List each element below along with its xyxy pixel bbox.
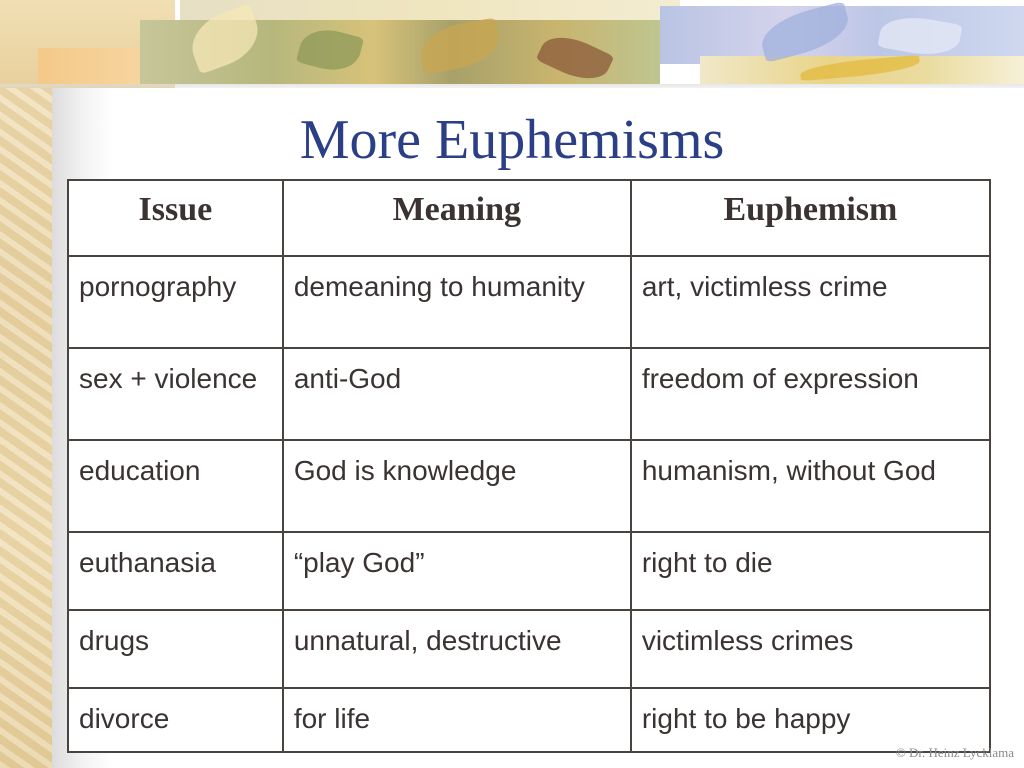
column-header-issue: Issue: [68, 180, 283, 256]
euphemism-cell: victimless crimes: [631, 610, 990, 688]
meaning-cell: anti-God: [283, 348, 631, 440]
table-row: [68, 688, 990, 752]
issue-cell: euthanasia: [68, 532, 283, 610]
meaning-cell: God is knowledge: [283, 440, 631, 532]
euphemism-cell: art, victimless crime: [631, 256, 990, 348]
table-row: [68, 348, 990, 440]
table-row: [68, 440, 990, 532]
column-header-meaning: Meaning: [283, 180, 631, 256]
table-row: [68, 532, 990, 610]
banner-shadow: [0, 84, 1024, 88]
column-header-euphemism: Euphemism: [631, 180, 990, 256]
issue-cell: sex + violence: [68, 348, 283, 440]
decorative-banner: [0, 0, 1024, 88]
meaning-cell: for life: [283, 688, 631, 752]
euphemism-cell: freedom of expression: [631, 348, 990, 440]
euphemisms-table: [67, 179, 991, 753]
table-row: [68, 256, 990, 348]
euphemism-cell: humanism, without God: [631, 440, 990, 532]
meaning-cell: “play God”: [283, 532, 631, 610]
issue-cell: drugs: [68, 610, 283, 688]
euphemism-cell: right to be happy: [631, 688, 990, 752]
meaning-cell: demeaning to humanity: [283, 256, 631, 348]
issue-cell: divorce: [68, 688, 283, 752]
copyright-credit: © Dr. Heinz Lycklama: [895, 745, 1014, 760]
meaning-cell: unnatural, destructive: [283, 610, 631, 688]
slide-title: More Euphemisms: [299, 109, 725, 171]
table-header-row: [68, 180, 990, 256]
table-row: [68, 610, 990, 688]
euphemism-cell: right to die: [631, 532, 990, 610]
issue-cell: education: [68, 440, 283, 532]
issue-cell: pornography: [68, 256, 283, 348]
